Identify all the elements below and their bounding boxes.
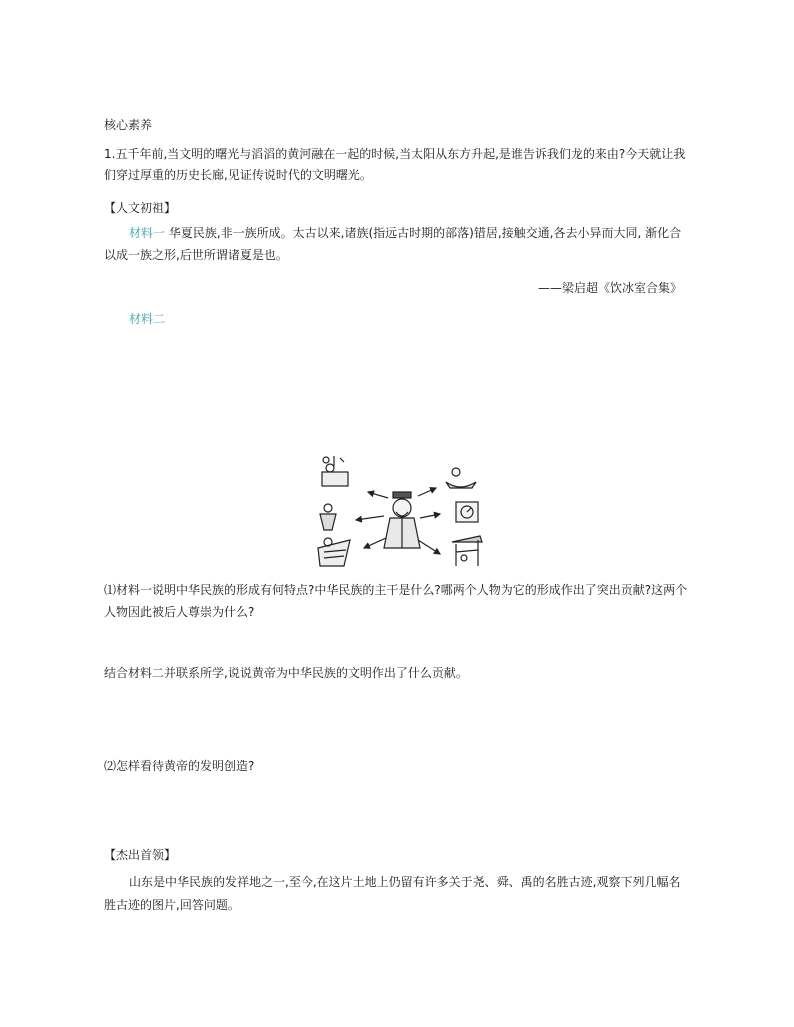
huangdi-inventions-diagram — [310, 452, 490, 570]
material1-label: 材料一 — [129, 226, 166, 240]
part1-heading: 【人文初祖】 — [104, 201, 177, 215]
material1-line-1 — [129, 225, 681, 241]
building-icon — [452, 536, 482, 566]
citation: ——梁启超《饮冰室合集》 — [538, 281, 683, 295]
question-1-line-2: 人物因此被后人尊崇为什么? — [104, 605, 255, 619]
yellow-emperor-icon — [384, 492, 420, 548]
writing-icon — [322, 456, 348, 486]
question-1b: 结合材料二并联系所学,说说黄帝为中华民族的文明作出了什么贡献。 — [104, 666, 468, 680]
question-intro-line-2: 们穿过厚重的历史长廊,见证传说时代的文明曙光。 — [104, 168, 372, 182]
boat-icon — [446, 468, 476, 488]
clothing-icon — [320, 504, 336, 530]
material1-text: 华夏民族,非一族所成。太古以来,诸族(指远古时期的部落)错居,接触交通,各去小异而大同, 渐化合 — [165, 226, 682, 240]
weaving-icon — [318, 538, 350, 566]
compass-icon — [456, 502, 478, 522]
part2-heading: 【杰出首领】 — [104, 848, 177, 862]
question-1-line-1: ⑴材料一说明中华民族的形成有何特点?中华民族的主干是什么?哪两个人物为它的形成作出了突出贡献?这两个 — [104, 583, 688, 597]
question-intro-line-1: 1.五千年前,当文明的曙光与滔滔的黄河融在一起的时候,当太阳从东方升起,是谁告诉我们龙的来由?今天就让我 — [104, 147, 686, 161]
material2-label: 材料二 — [129, 312, 166, 326]
question-2: ⑵怎样看待黄帝的发明创造? — [104, 759, 255, 773]
part2-line-1: 山东是中华民族的发祥地之一,至今,在这片土地上仍留有许多关于尧、舜、禹的名胜古迹,观察下列几幅名 — [129, 875, 681, 889]
section-title: 核心素养 — [104, 118, 153, 132]
material1-line-2: 以成一族之形,后世所谓诸夏是也。 — [104, 248, 288, 262]
part2-line-2: 胜古迹的图片,回答问题。 — [104, 898, 240, 912]
